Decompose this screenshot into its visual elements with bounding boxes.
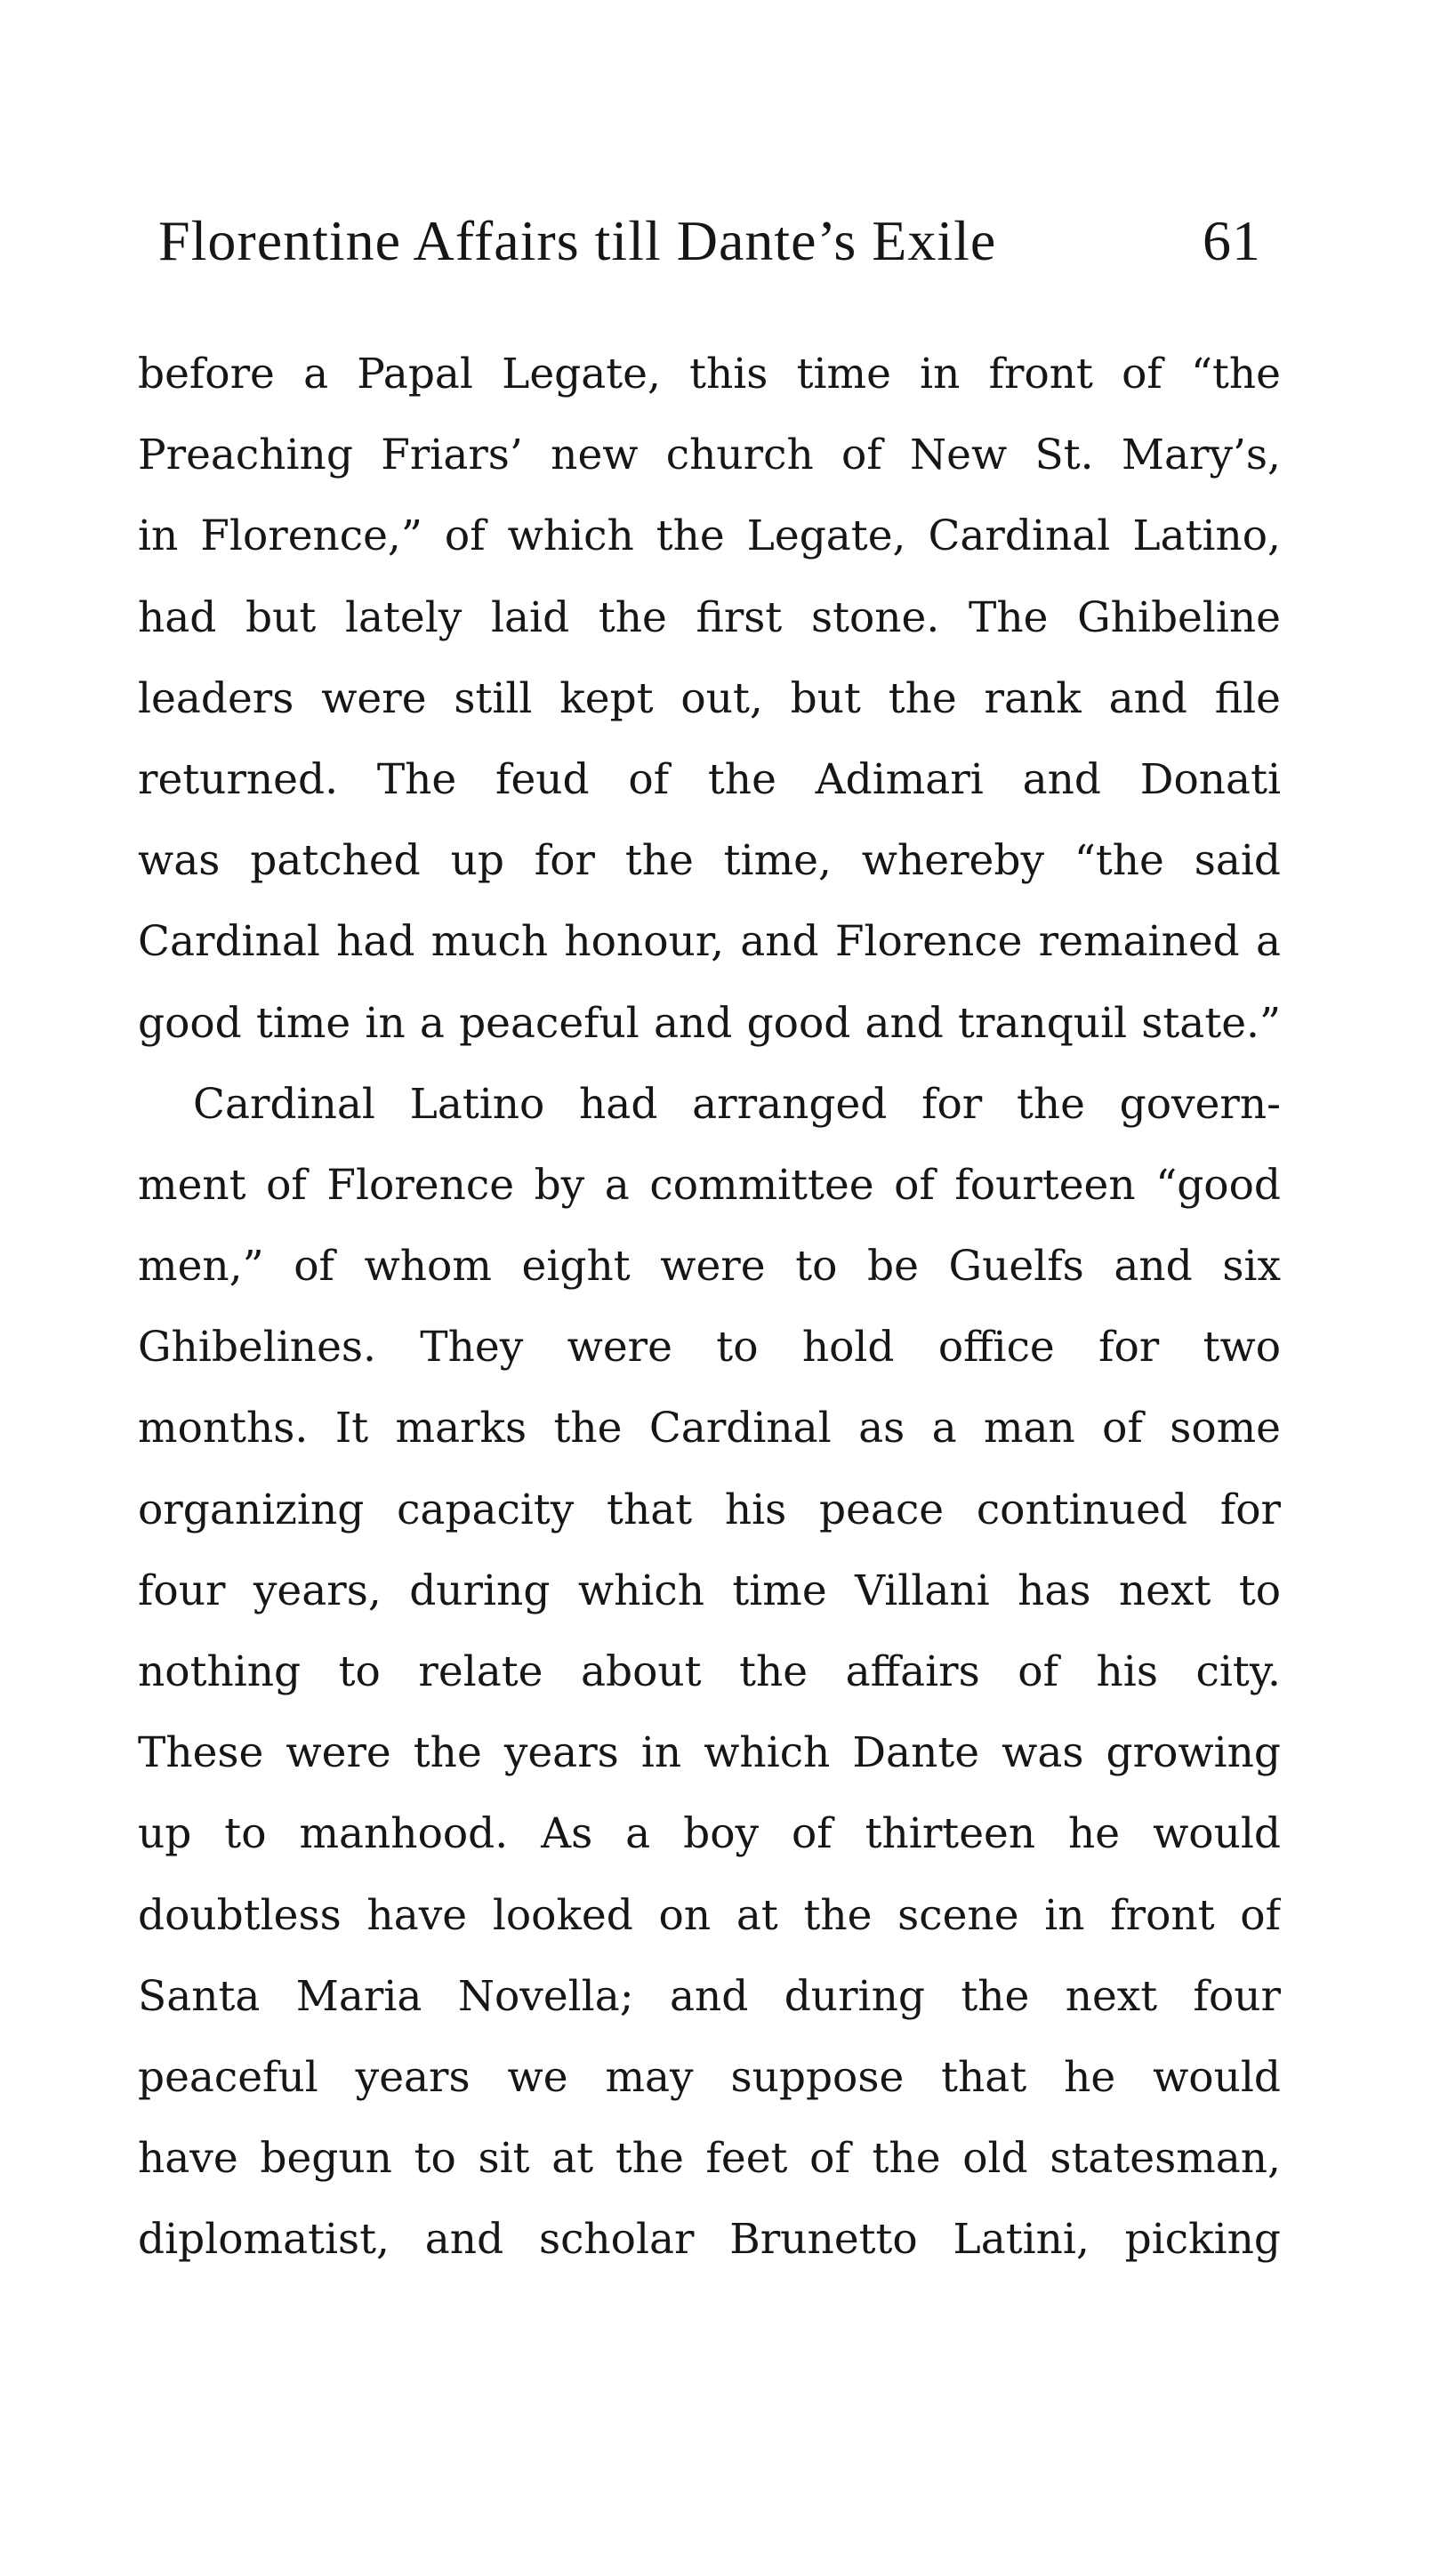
page-number: 61 [1203,209,1261,272]
body-text [138,334,1281,2281]
text-line: leaders were still kept out, but the rank and file [138,673,1281,723]
text-line: returned. The feud of the Adimari and Donati [138,754,1281,804]
text-line: in Florence,” of which the Legate, Cardinal Latino, [138,511,1281,561]
text-line: up to manhood. As a boy of thirteen he would [138,1809,1281,1859]
text-line: peaceful years we may suppose that he would [138,2052,1281,2102]
text-line: Cardinal had much honour, and Florence remained a [138,917,1281,967]
text-line: These were the years in which Dante was growing [138,1728,1281,1778]
text-line: Preaching Friars’ new church of New St. Mary’s, [138,431,1281,480]
text-line: diplomatist, and scholar Brunetto Latini, picking [138,2215,1281,2265]
text-line: months. It marks the Cardinal as a man of some [138,1404,1281,1453]
text-line: ment of Florence by a committee of fourteen “good [138,1160,1281,1210]
running-title: Florentine Affairs till Dante’s Exile [158,209,997,272]
text-line: Ghibelines. They were to hold office for two [138,1323,1281,1373]
text-line: men,” of whom eight were to be Guelfs and six [138,1242,1281,1292]
text-line: had but lately laid the first stone. The Ghibeline [138,592,1281,642]
text-line: before a Papal Legate, this time in front of “the [138,350,1281,398]
text-line: nothing to relate about the affairs of his city. [138,1647,1281,1696]
paragraph-start-line: Cardinal Latino had arranged for the govern- [193,1079,1281,1129]
text-line: was patched up for the time, whereby “the said [138,836,1281,886]
text-line: doubtless have looked on at the scene in front of [138,1890,1281,1940]
text-line: good time in a peaceful and good and tranquil state.” [138,998,1281,1048]
text-line: Santa Maria Novella; and during the next four [138,1971,1281,2021]
running-head [158,208,1261,288]
text-line: four years, during which time Villani has next to [138,1566,1281,1615]
text-line: organizing capacity that his peace continued for [138,1485,1281,1534]
text-line: have begun to sit at the feet of the old statesman, [138,2134,1281,2184]
